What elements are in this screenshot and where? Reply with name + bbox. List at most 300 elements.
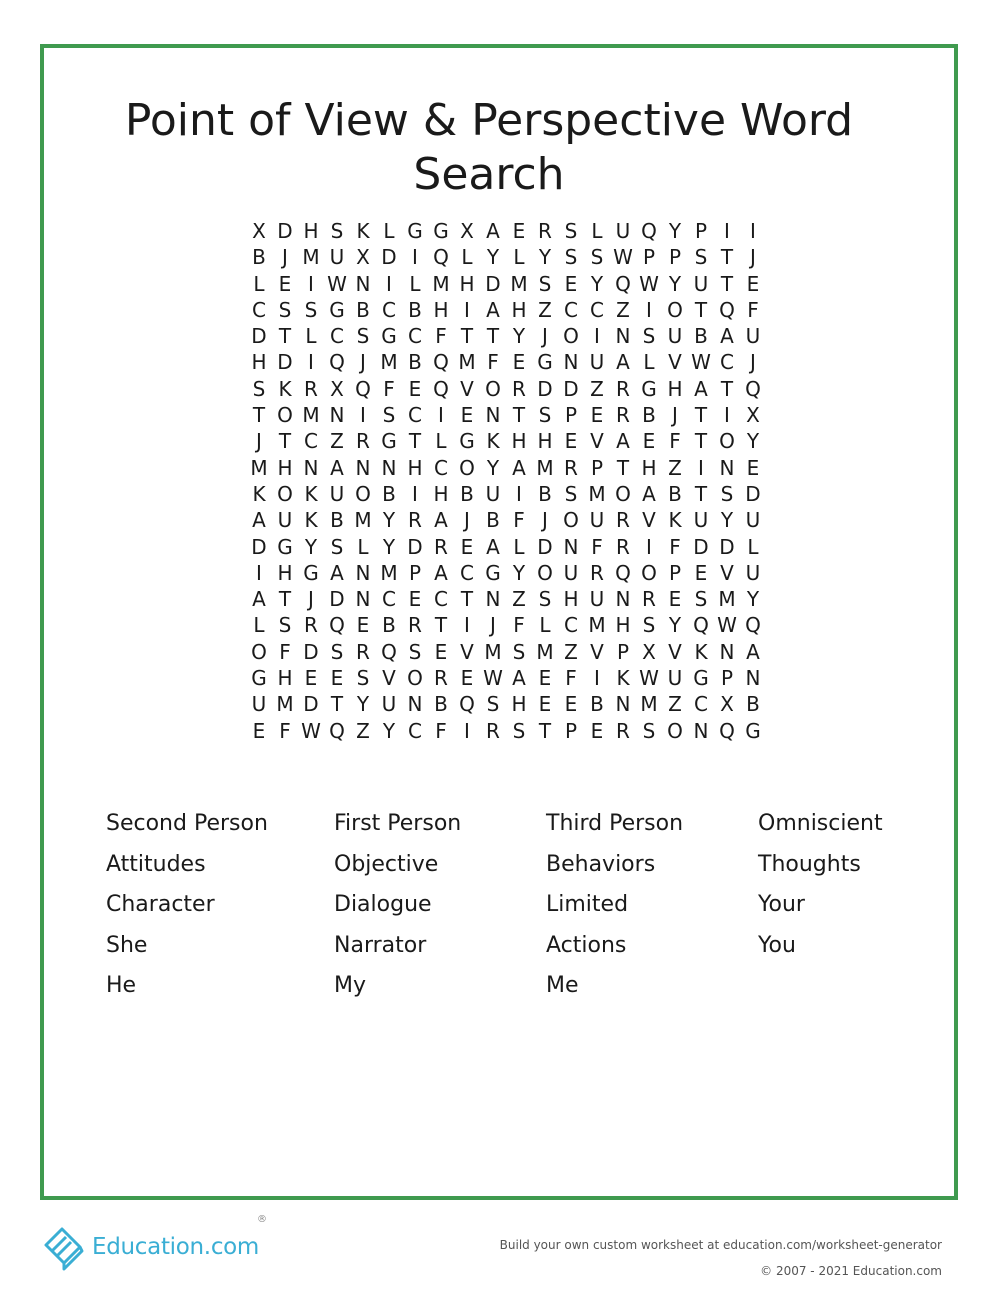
grid-letter: S bbox=[512, 639, 526, 664]
grid-letter: I bbox=[412, 245, 418, 270]
grid-letter: A bbox=[252, 508, 266, 533]
grid-letter: T bbox=[694, 481, 708, 506]
grid-letter: L bbox=[253, 271, 265, 296]
grid-letter: E bbox=[564, 692, 578, 717]
word-bank-item: Actions bbox=[546, 932, 627, 958]
grid-letter: L bbox=[461, 245, 473, 270]
grid-letter: B bbox=[746, 692, 760, 717]
grid-letter: X bbox=[356, 245, 370, 270]
grid-letter: L bbox=[513, 534, 525, 559]
grid-letter: Z bbox=[538, 297, 552, 322]
grid-letter: U bbox=[693, 508, 709, 533]
grid-letter: K bbox=[278, 376, 292, 401]
grid-letter: H bbox=[251, 350, 267, 375]
grid-letter: J bbox=[750, 350, 756, 375]
grid-letter: F bbox=[747, 297, 759, 322]
grid-letter: S bbox=[356, 324, 370, 349]
grid-letter: S bbox=[564, 245, 578, 270]
promo-text[interactable]: Build your own custom worksheet at education.com/worksheet-generator bbox=[499, 1238, 942, 1252]
grid-letter: C bbox=[330, 324, 344, 349]
grid-letter: U bbox=[251, 692, 267, 717]
word-bank-item: Me bbox=[546, 973, 579, 999]
grid-letter: O bbox=[485, 376, 501, 401]
grid-letter: Y bbox=[538, 245, 552, 270]
grid-letter: S bbox=[278, 613, 292, 638]
grid-letter: G bbox=[745, 718, 761, 743]
grid-letter: N bbox=[485, 403, 501, 428]
grid-letter: J bbox=[256, 429, 262, 454]
grid-letter: E bbox=[408, 376, 422, 401]
grid-letter: V bbox=[590, 429, 604, 454]
grid-letter: M bbox=[250, 455, 268, 480]
grid-letter: K bbox=[668, 508, 682, 533]
grid-letter: S bbox=[564, 481, 578, 506]
grid-letter: U bbox=[277, 508, 293, 533]
grid-letter: C bbox=[694, 692, 708, 717]
grid-letter: R bbox=[616, 718, 630, 743]
grid-letter: Q bbox=[329, 718, 345, 743]
grid-letter: C bbox=[304, 429, 318, 454]
grid-letter: F bbox=[279, 639, 291, 664]
grid-letter: A bbox=[330, 560, 344, 585]
grid-letter: I bbox=[464, 297, 470, 322]
grid-letter: G bbox=[381, 429, 397, 454]
grid-letter: C bbox=[590, 297, 604, 322]
registered-mark: ® bbox=[257, 1214, 267, 1225]
word-bank-item: Second Person bbox=[106, 811, 268, 836]
grid-letter: E bbox=[408, 587, 422, 612]
grid-letter: D bbox=[563, 376, 579, 401]
grid-letter: T bbox=[720, 376, 734, 401]
grid-letter: Y bbox=[382, 534, 396, 559]
grid-letter: O bbox=[667, 297, 683, 322]
worksheet-frame bbox=[40, 44, 958, 1200]
grid-letter: S bbox=[356, 666, 370, 691]
grid-letter: Y bbox=[382, 508, 396, 533]
grid-letter: T bbox=[538, 718, 552, 743]
grid-letter: T bbox=[694, 429, 708, 454]
grid-letter: I bbox=[750, 219, 756, 243]
grid-letter: Q bbox=[719, 718, 735, 743]
grid-letter: J bbox=[360, 350, 366, 375]
grid-letter: H bbox=[511, 297, 527, 322]
grid-letter: V bbox=[460, 376, 474, 401]
grid-letter: B bbox=[408, 350, 422, 375]
grid-letter: T bbox=[278, 587, 292, 612]
grid-letter: S bbox=[642, 718, 656, 743]
grid-letter: O bbox=[641, 560, 657, 585]
grid-letter: X bbox=[642, 639, 656, 664]
grid-letter: M bbox=[302, 403, 320, 428]
grid-letter: P bbox=[408, 560, 422, 585]
grid-letter: U bbox=[329, 245, 345, 270]
grid-letter: I bbox=[412, 481, 418, 506]
grid-letter: K bbox=[356, 219, 370, 243]
grid-letter: A bbox=[486, 534, 500, 559]
word-bank bbox=[106, 804, 946, 1007]
grid-letter: J bbox=[542, 508, 548, 533]
grid-letter: O bbox=[277, 481, 293, 506]
grid-letter: R bbox=[512, 376, 526, 401]
grid-letter: G bbox=[537, 350, 553, 375]
grid-letter: M bbox=[536, 455, 554, 480]
grid-letter: W bbox=[301, 718, 321, 743]
grid-letter: I bbox=[308, 350, 314, 375]
grid-letter: H bbox=[433, 297, 449, 322]
grid-letter: W bbox=[691, 350, 711, 375]
grid-letter: U bbox=[589, 508, 605, 533]
grid-letter: Z bbox=[590, 376, 604, 401]
grid-letter: C bbox=[434, 455, 448, 480]
grid-letter: J bbox=[282, 245, 288, 270]
grid-letter: R bbox=[590, 560, 604, 585]
grid-letter: L bbox=[591, 219, 603, 243]
grid-letter: B bbox=[434, 692, 448, 717]
grid-letter: F bbox=[279, 718, 291, 743]
grid-letter: Y bbox=[486, 455, 500, 480]
grid-letter: O bbox=[667, 718, 683, 743]
grid-letter: Q bbox=[433, 350, 449, 375]
grid-letter: T bbox=[278, 324, 292, 349]
grid-letter: Q bbox=[641, 219, 657, 243]
grid-letter: D bbox=[719, 534, 735, 559]
grid-letter: K bbox=[304, 481, 318, 506]
grid-letter: F bbox=[565, 666, 577, 691]
grid-letter: M bbox=[510, 271, 528, 296]
grid-letter: I bbox=[386, 271, 392, 296]
grid-letter: K bbox=[252, 481, 266, 506]
grid-letter: Y bbox=[486, 245, 500, 270]
grid-letter: S bbox=[330, 219, 344, 243]
grid-letter: Y bbox=[746, 587, 760, 612]
grid-letter: E bbox=[460, 666, 474, 691]
grid-letter: L bbox=[747, 534, 759, 559]
grid-letter: A bbox=[616, 429, 630, 454]
grid-letter: B bbox=[382, 613, 396, 638]
grid-letter: G bbox=[641, 376, 657, 401]
grid-letter: H bbox=[277, 560, 293, 585]
grid-letter: T bbox=[252, 403, 266, 428]
grid-letter: H bbox=[277, 455, 293, 480]
grid-letter: R bbox=[356, 429, 370, 454]
grid-letter: I bbox=[698, 455, 704, 480]
word-bank-item: First Person bbox=[334, 811, 462, 836]
grid-letter: R bbox=[304, 613, 318, 638]
grid-letter: C bbox=[252, 297, 266, 322]
grid-letter: N bbox=[381, 455, 397, 480]
grid-letter: E bbox=[252, 718, 266, 743]
grid-letter: S bbox=[304, 297, 318, 322]
grid-letter: Z bbox=[330, 429, 344, 454]
grid-letter: D bbox=[329, 587, 345, 612]
grid-letter: P bbox=[642, 245, 656, 270]
grid-letter: S bbox=[538, 403, 552, 428]
grid-letter: E bbox=[512, 219, 526, 243]
grid-letter: T bbox=[434, 613, 448, 638]
grid-letter: N bbox=[303, 455, 319, 480]
grid-letter: A bbox=[642, 481, 656, 506]
grid-letter: M bbox=[536, 639, 554, 664]
grid-letter: D bbox=[277, 350, 293, 375]
word-bank-item: Behaviors bbox=[546, 851, 656, 877]
grid-letter: C bbox=[408, 324, 422, 349]
grid-letter: I bbox=[594, 324, 600, 349]
grid-letter: A bbox=[694, 376, 708, 401]
grid-letter: D bbox=[251, 534, 267, 559]
word-bank-item: She bbox=[106, 932, 148, 958]
grid-letter: W bbox=[483, 666, 503, 691]
grid-letter: A bbox=[486, 219, 500, 243]
grid-letter: R bbox=[356, 639, 370, 664]
grid-letter: S bbox=[252, 376, 266, 401]
grid-letter: Y bbox=[668, 219, 682, 243]
grid-letter: Q bbox=[329, 613, 345, 638]
grid-letter: E bbox=[590, 403, 604, 428]
grid-letter: D bbox=[381, 245, 397, 270]
word-bank-item: Attitudes bbox=[106, 851, 206, 877]
grid-letter: N bbox=[355, 455, 371, 480]
grid-letter: U bbox=[563, 560, 579, 585]
grid-letter: U bbox=[667, 666, 683, 691]
grid-letter: X bbox=[720, 692, 734, 717]
grid-letter: O bbox=[615, 481, 631, 506]
grid-letter: C bbox=[434, 587, 448, 612]
grid-letter: K bbox=[304, 508, 318, 533]
grid-letter: C bbox=[382, 297, 396, 322]
grid-letter: N bbox=[485, 587, 501, 612]
grid-letter: H bbox=[511, 692, 527, 717]
grid-letter: C bbox=[460, 560, 474, 585]
grid-letter: V bbox=[668, 350, 682, 375]
grid-letter: R bbox=[538, 219, 552, 243]
grid-letter: F bbox=[591, 534, 603, 559]
grid-letter: V bbox=[460, 639, 474, 664]
grid-letter: O bbox=[719, 429, 735, 454]
grid-letter: E bbox=[746, 455, 760, 480]
grid-letter: F bbox=[669, 534, 681, 559]
grid-letter: N bbox=[719, 455, 735, 480]
grid-letter: B bbox=[668, 481, 682, 506]
grid-letter: N bbox=[355, 587, 371, 612]
grid-letter: B bbox=[252, 245, 266, 270]
grid-letter: A bbox=[746, 639, 760, 664]
grid-letter: A bbox=[512, 455, 526, 480]
grid-letter: U bbox=[589, 350, 605, 375]
grid-letter: M bbox=[432, 271, 450, 296]
grid-letter: R bbox=[616, 534, 630, 559]
grid-letter: E bbox=[304, 666, 318, 691]
grid-letter: E bbox=[460, 534, 474, 559]
grid-letter: A bbox=[434, 508, 448, 533]
grid-letter: R bbox=[616, 376, 630, 401]
education-logo-icon bbox=[40, 1223, 88, 1271]
grid-letter: I bbox=[464, 718, 470, 743]
grid-letter: L bbox=[357, 534, 369, 559]
grid-letter: E bbox=[590, 718, 604, 743]
grid-letter: Y bbox=[746, 429, 760, 454]
grid-letter: E bbox=[746, 271, 760, 296]
grid-letter: O bbox=[563, 508, 579, 533]
footer-info bbox=[500, 1232, 942, 1284]
grid-letter: I bbox=[256, 560, 262, 585]
grid-letter: O bbox=[537, 560, 553, 585]
grid-letter: I bbox=[646, 534, 652, 559]
grid-letter: R bbox=[434, 666, 448, 691]
grid-letter: N bbox=[563, 350, 579, 375]
grid-letter: Y bbox=[668, 613, 682, 638]
grid-letter: G bbox=[485, 560, 501, 585]
grid-letter: H bbox=[407, 455, 423, 480]
grid-letter: T bbox=[330, 692, 344, 717]
grid-letter: D bbox=[303, 692, 319, 717]
word-bank-item: Limited bbox=[546, 892, 629, 918]
grid-letter: M bbox=[588, 481, 606, 506]
grid-letter: Y bbox=[512, 560, 526, 585]
grid-letter: R bbox=[616, 403, 630, 428]
grid-letter: H bbox=[563, 587, 579, 612]
grid-letter: I bbox=[438, 403, 444, 428]
grid-letter: L bbox=[539, 613, 551, 638]
grid-letter: M bbox=[640, 692, 658, 717]
word-bank-item: Dialogue bbox=[334, 892, 432, 918]
grid-letter: C bbox=[382, 587, 396, 612]
grid-letter: F bbox=[383, 376, 395, 401]
grid-letter: I bbox=[464, 613, 470, 638]
grid-letter: F bbox=[435, 718, 447, 743]
word-bank-item: He bbox=[106, 973, 137, 999]
grid-letter: T bbox=[512, 403, 526, 428]
grid-letter: Q bbox=[719, 297, 735, 322]
grid-letter: H bbox=[667, 376, 683, 401]
grid-letter: S bbox=[486, 692, 500, 717]
grid-letter: F bbox=[669, 429, 681, 454]
grid-letter: C bbox=[408, 718, 422, 743]
grid-letter: Q bbox=[329, 350, 345, 375]
grid-letter: C bbox=[720, 350, 734, 375]
grid-letter: R bbox=[408, 508, 422, 533]
grid-letter: I bbox=[594, 666, 600, 691]
grid-letter: J bbox=[490, 613, 496, 638]
grid-letter: M bbox=[718, 587, 736, 612]
grid-letter: N bbox=[719, 639, 735, 664]
grid-letter: A bbox=[330, 455, 344, 480]
grid-letter: W bbox=[639, 271, 659, 296]
grid-letter: S bbox=[382, 403, 396, 428]
grid-letter: A bbox=[252, 587, 266, 612]
grid-letter: Z bbox=[512, 587, 526, 612]
grid-letter: T bbox=[720, 245, 734, 270]
grid-letter: B bbox=[694, 324, 708, 349]
grid-letter: T bbox=[278, 429, 292, 454]
grid-letter: A bbox=[486, 297, 500, 322]
grid-letter: Q bbox=[693, 613, 709, 638]
grid-letter: X bbox=[746, 403, 760, 428]
word-bank-item: You bbox=[758, 932, 796, 958]
grid-letter: E bbox=[642, 429, 656, 454]
grid-letter: S bbox=[538, 587, 552, 612]
grid-letter: B bbox=[590, 692, 604, 717]
grid-letter: T bbox=[460, 587, 474, 612]
grid-letter: Y bbox=[356, 692, 370, 717]
grid-letter: R bbox=[564, 455, 578, 480]
word-bank-item: Third Person bbox=[546, 811, 684, 836]
word-bank-item: Narrator bbox=[334, 932, 427, 958]
grid-letter: R bbox=[304, 376, 318, 401]
grid-letter: E bbox=[434, 639, 448, 664]
grid-letter: S bbox=[720, 481, 734, 506]
grid-letter: A bbox=[720, 324, 734, 349]
grid-letter: U bbox=[615, 219, 631, 243]
grid-letter: X bbox=[460, 219, 474, 243]
word-bank-item: Thoughts bbox=[758, 851, 861, 877]
grid-letter: Q bbox=[615, 560, 631, 585]
grid-letter: Q bbox=[381, 639, 397, 664]
grid-letter: N bbox=[615, 692, 631, 717]
grid-letter: F bbox=[513, 613, 525, 638]
grid-letter: L bbox=[409, 271, 421, 296]
grid-letter: C bbox=[564, 613, 578, 638]
grid-letter: G bbox=[693, 666, 709, 691]
grid-letter: R bbox=[486, 718, 500, 743]
grid-letter: J bbox=[308, 587, 314, 612]
grid-letter: V bbox=[668, 639, 682, 664]
grid-letter: U bbox=[329, 481, 345, 506]
grid-letter: B bbox=[382, 481, 396, 506]
grid-letter: O bbox=[355, 481, 371, 506]
grid-letter: E bbox=[564, 271, 578, 296]
grid-letter: W bbox=[639, 666, 659, 691]
grid-letter: O bbox=[563, 324, 579, 349]
grid-letter: G bbox=[303, 560, 319, 585]
grid-letter: F bbox=[513, 508, 525, 533]
grid-letter: H bbox=[537, 429, 553, 454]
grid-letter: H bbox=[277, 666, 293, 691]
grid-letter: T bbox=[486, 324, 500, 349]
brand-name: Education.com bbox=[92, 1234, 260, 1260]
grid-letter: N bbox=[615, 324, 631, 349]
grid-letter: S bbox=[512, 718, 526, 743]
grid-letter: Q bbox=[745, 613, 761, 638]
grid-letter: T bbox=[616, 455, 630, 480]
grid-letter: M bbox=[484, 639, 502, 664]
grid-letter: R bbox=[434, 534, 448, 559]
grid-letter: I bbox=[646, 297, 652, 322]
grid-letter: T bbox=[694, 403, 708, 428]
grid-letter: T bbox=[460, 324, 474, 349]
grid-letter: S bbox=[278, 297, 292, 322]
grid-letter: G bbox=[407, 219, 423, 243]
grid-letter: L bbox=[305, 324, 317, 349]
grid-letter: U bbox=[589, 587, 605, 612]
grid-letter: L bbox=[383, 219, 395, 243]
grid-letter: A bbox=[616, 350, 630, 375]
education-logo[interactable] bbox=[40, 1222, 259, 1272]
grid-letter: D bbox=[485, 271, 501, 296]
grid-letter: L bbox=[435, 429, 447, 454]
grid-letter: R bbox=[642, 587, 656, 612]
grid-letter: D bbox=[693, 534, 709, 559]
grid-letter: Z bbox=[616, 297, 630, 322]
grid-letter: B bbox=[486, 508, 500, 533]
grid-letter: N bbox=[407, 692, 423, 717]
grid-letter: O bbox=[459, 455, 475, 480]
grid-letter: Y bbox=[668, 271, 682, 296]
grid-letter: A bbox=[434, 560, 448, 585]
grid-letter: N bbox=[329, 403, 345, 428]
grid-letter: P bbox=[668, 245, 682, 270]
grid-letter: N bbox=[615, 587, 631, 612]
grid-letter: E bbox=[538, 692, 552, 717]
